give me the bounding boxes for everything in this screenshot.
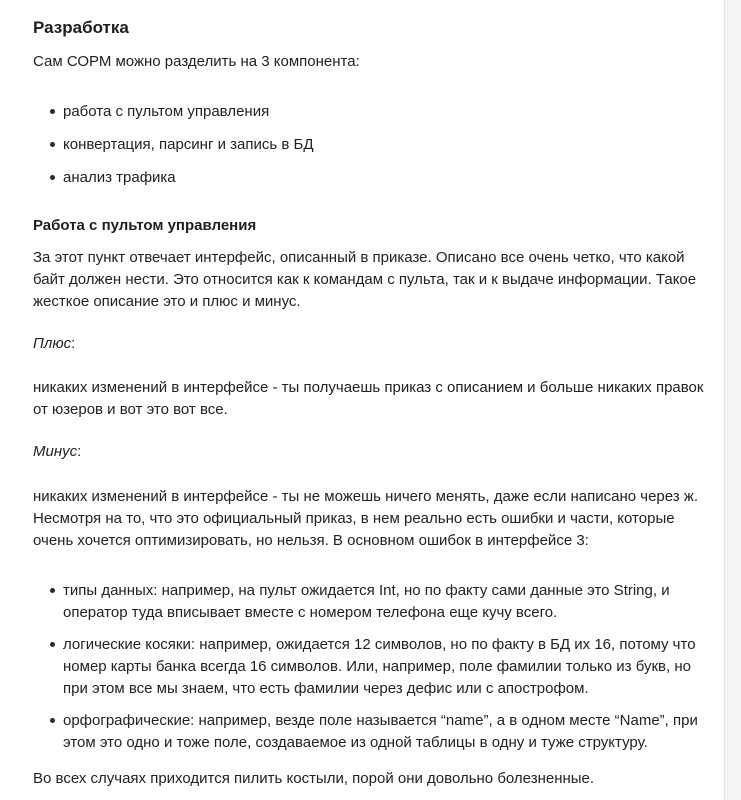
intro-paragraph: Сам СОРМ можно разделить на 3 компонента: — [33, 53, 360, 70]
plus-heading — [33, 333, 75, 355]
plus-label: Плюс — [33, 335, 72, 352]
scrollbar[interactable] — [724, 0, 741, 800]
paragraph-line: жесткое описание это и плюс и минус. — [33, 293, 301, 310]
bullet-dot — [50, 718, 55, 723]
subsection-title: Работа с пультом управления — [33, 217, 257, 234]
list-item-line: орфографические: например, везде поле называется “name”, а в одном месте “Name”, при — [63, 712, 698, 729]
bullet-dot — [50, 588, 55, 593]
minus-colon: : — [77, 443, 82, 460]
paragraph-line: от юзеров и вот это вот все. — [33, 401, 228, 418]
list-item: работа с пультом управления — [63, 103, 270, 120]
list-item-line: оператор туда вписывает вместе с номером телефона еще кучу всего. — [63, 604, 558, 621]
conclusion-paragraph: Во всех случаях приходится пилить костыли, порой они довольно болезненные. — [33, 770, 595, 787]
list-item: конвертация, парсинг и запись в БД — [63, 136, 314, 153]
paragraph-line: очень хочется оптимизировать, но нельзя. В основном ошибок в интерфейсе 3: — [33, 532, 589, 549]
paragraph-line: Несмотря на то, что это официальный приказ, в нем реально есть ошибки и части, которые — [33, 510, 675, 527]
bullet-dot — [50, 142, 55, 147]
list-item-line: при этом все мы знаем, что есть фамилии через дефис или с апострофом. — [63, 680, 589, 697]
paragraph-line: никаких изменений в интерфейсе - ты не можешь ничего менять, даже если написано через ж. — [33, 488, 699, 505]
paragraph-line: За этот пункт отвечает интерфейс, описанный в приказе. Описано все очень четко, что какой — [33, 249, 685, 266]
paragraph-line: никаких изменений в интерфейсе - ты получаешь приказ с описанием и больше никаких правок — [33, 379, 704, 396]
list-item-line: этом это одно и тоже поле, создаваемое из одной таблицы в одну и туже структуру. — [63, 734, 648, 751]
bullet-dot — [50, 175, 55, 180]
list-item-line: номер карты банка всегда 16 символов. Или, например, поле фамилии только из букв, но — [63, 658, 691, 675]
list-item: анализ трафика — [63, 169, 176, 186]
bullet-dot — [50, 109, 55, 114]
paragraph-line: байт должен нести. Это относится как к командам с пульта, так и к выдаче информации. Такое — [33, 271, 697, 288]
minus-label: Минус — [33, 443, 78, 460]
list-item-line: типы данных: например, на пульт ожидается Int, но по факту сами данные это String, и — [63, 582, 670, 599]
section-title: Разработка — [33, 18, 129, 37]
plus-colon: : — [71, 335, 76, 352]
list-item-line: логические косяки: например, ожидается 12 символов, но по факту в БД их 16, потому что — [63, 636, 696, 653]
bullet-dot — [50, 642, 55, 647]
minus-heading — [33, 441, 81, 463]
